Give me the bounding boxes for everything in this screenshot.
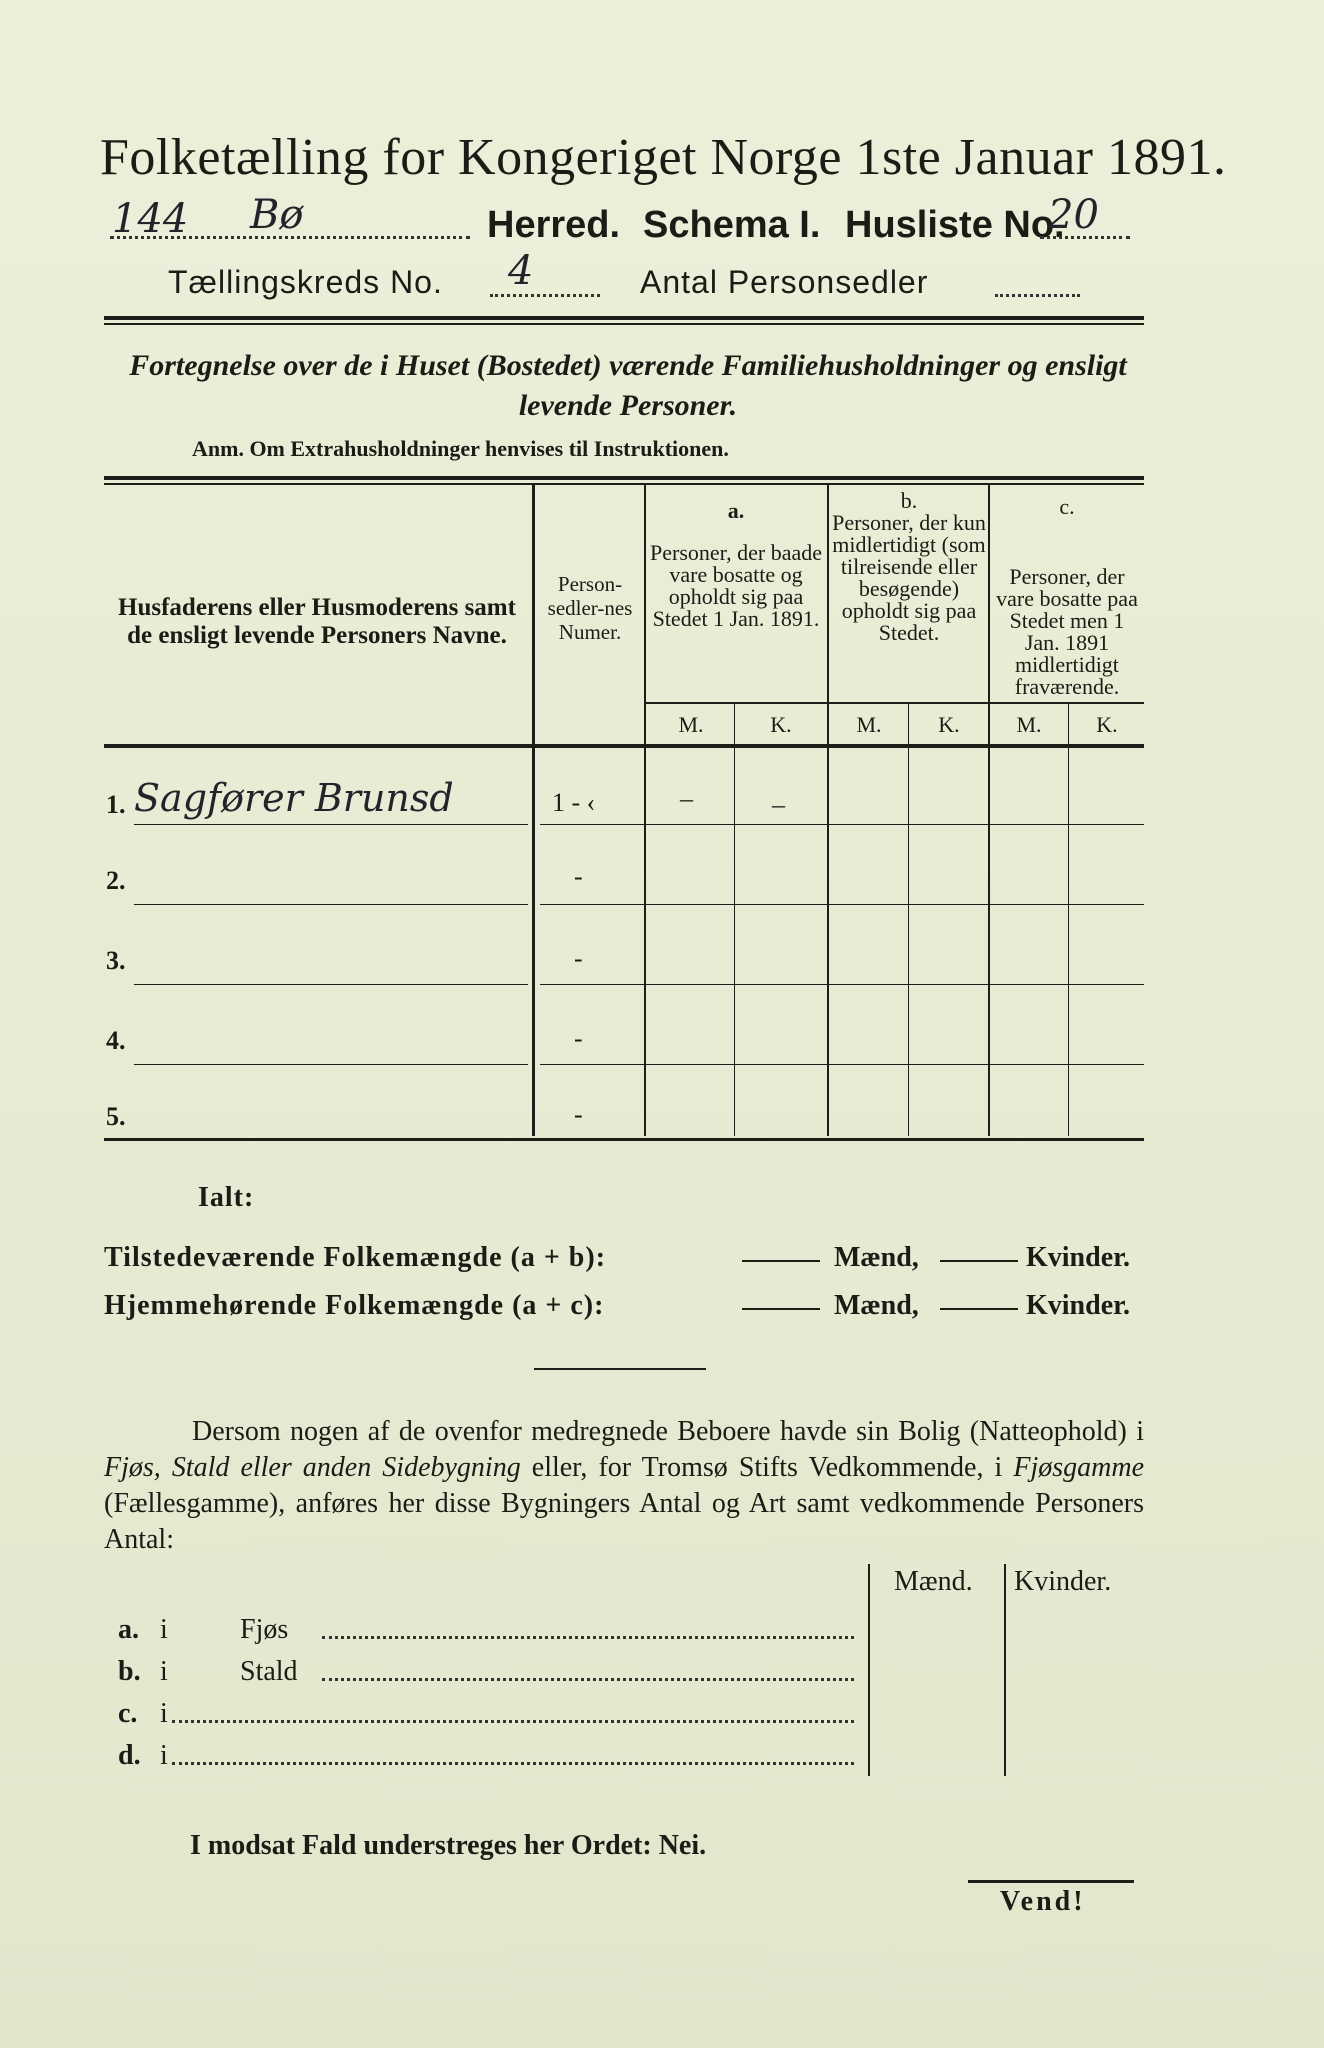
row-4-numer: - [574, 1024, 583, 1053]
tilstede-kvinder: Kvinder. [1026, 1242, 1130, 1273]
intro-heading: Fortegnelse over de i Huset (Bostedet) værende Familiehusholdninger og ensligt levende Personer. [129, 349, 1127, 422]
header-personsedler: Person-sedler-nes Numer. [547, 572, 633, 644]
husliste-label: Husliste No. [845, 204, 1065, 246]
header-rule-top [104, 316, 1144, 320]
mk-top-rule [644, 702, 1144, 704]
row-3-numer: - [574, 944, 583, 973]
item-b-dots [322, 1678, 854, 1681]
row-5-numer: - [574, 1100, 583, 1129]
item-b-label: Stald [240, 1656, 298, 1687]
row-1-name: Sagfører Brunsd [134, 776, 454, 820]
c-k-label: K. [1096, 712, 1118, 737]
husliste-dotted-line [1040, 236, 1130, 239]
row-2-numer: - [574, 862, 583, 891]
item-a-i: i [160, 1614, 168, 1645]
item-d-dots [172, 1762, 854, 1765]
item-a-letter: a. [118, 1614, 139, 1645]
table-bottom-rule [104, 1138, 1144, 1141]
item-b-i: i [160, 1656, 168, 1687]
kreds-value: 4 [508, 248, 534, 294]
buildings-sep-2 [1004, 1564, 1006, 1776]
b-m-label: M. [856, 712, 882, 737]
row-1-number: 1. [106, 790, 126, 819]
row-4-number: 4. [106, 1026, 126, 1055]
item-c-letter: c. [118, 1698, 138, 1729]
item-b-letter: b. [118, 1656, 141, 1687]
header-a-letter: a. [727, 498, 745, 523]
row-1-numer: 1 - ‹ [552, 788, 596, 817]
col-sep-a-mk [734, 704, 735, 1136]
tilstede-kvinder-blank [940, 1260, 1018, 1262]
row-1-line-right [540, 824, 1144, 825]
herred-dotted-line [110, 236, 470, 239]
a-k-label: K. [770, 712, 792, 737]
schema-label: Schema I. [643, 204, 821, 246]
row-3-number: 3. [106, 946, 126, 975]
section-divider [534, 1368, 706, 1370]
item-d-i: i [160, 1740, 168, 1771]
tilstede-maend: Mænd, [834, 1242, 919, 1273]
herred-label: Herred. [487, 204, 621, 246]
buildings-text-em2: Fjøsgamme [1013, 1452, 1144, 1483]
herred-number: 144 [112, 196, 189, 242]
header-b: Personer, der kun midlertidigt (som tilreisende eller besøgende) opholdt sig paa Stedet. [832, 510, 986, 645]
antal-dotted-line [995, 294, 1080, 297]
col-sep-b-mk [908, 704, 909, 1136]
header-rule-bottom [104, 323, 1144, 325]
header-names: Husfaderens eller Husmoderens samt de ensligt levende Personers Navne. [118, 594, 516, 649]
row-3-line-right [540, 984, 1144, 985]
hjemme-kvinder: Kvinder. [1026, 1290, 1130, 1321]
col-sep-name [532, 484, 535, 1136]
form-title: Folketælling for Kongeriget Norge 1ste Januar 1891. [100, 129, 1227, 186]
row-3-line [134, 984, 528, 985]
kreds-label: Tællingskreds No. [168, 264, 443, 300]
hjemme-label: Hjemmehørende Folkemængde (a + c): [104, 1290, 605, 1321]
buildings-kvinder-header: Kvinder. [1014, 1566, 1112, 1597]
header-a: Personer, der baade vare bosatte og opholdt sig paa Stedet 1 Jan. 1891. [650, 540, 822, 631]
b-k-label: K. [938, 712, 960, 737]
buildings-text-1: Dersom nogen af de ovenfor medregnede Beboere havde sin Bolig (Natteophold) i [192, 1416, 1144, 1447]
row-2-line [134, 904, 528, 905]
row-4-line-right [540, 1064, 1144, 1065]
table-top-rule [104, 476, 1144, 480]
row-4-line [134, 1064, 528, 1065]
buildings-text-2: eller, for Tromsø Stifts Vedkommende, i [520, 1452, 1014, 1483]
row-2-number: 2. [106, 866, 126, 895]
herred-name: Bø [250, 192, 304, 238]
hjemme-maend-blank [742, 1308, 820, 1310]
col-sep-num [644, 484, 646, 1136]
item-c-i: i [160, 1698, 168, 1729]
ialt-label: Ialt: [198, 1182, 255, 1213]
row-1-line [134, 824, 528, 825]
hjemme-maend: Mænd, [834, 1290, 919, 1321]
item-d-letter: d. [118, 1740, 141, 1771]
buildings-text-em1: Fjøs, Stald eller anden Sidebygning [104, 1452, 521, 1483]
row-5-number: 5. [106, 1102, 126, 1131]
c-m-label: M. [1016, 712, 1042, 737]
a-m-label: M. [678, 712, 704, 737]
kreds-dotted-line [490, 294, 600, 297]
item-a-label: Fjøs [240, 1614, 289, 1645]
row-1-a-k: – [772, 790, 785, 819]
col-sep-a [827, 484, 829, 1136]
hjemme-kvinder-blank [940, 1308, 1018, 1310]
antal-label: Antal Personsedler [640, 264, 929, 300]
item-a-dots [322, 1636, 854, 1639]
vend-text: Vend! [1000, 1886, 1086, 1917]
modsat-text: I modsat Fald understreges her Ordet: Nei. [190, 1830, 707, 1861]
col-sep-b [988, 484, 990, 1136]
anm-note: Anm. Om Extrahusholdninger henvises til Instruktionen. [192, 436, 729, 461]
buildings-maend-header: Mænd. [894, 1566, 973, 1597]
row-2-line-right [540, 904, 1144, 905]
header-b-letter: b. [900, 488, 918, 513]
husliste-value: 20 [1048, 192, 1099, 238]
buildings-paragraph [104, 1414, 1144, 1558]
body-top-rule [104, 744, 1144, 748]
header-c-letter: c. [1059, 494, 1075, 519]
buildings-text-3: (Fællesgamme), anføres her disse Bygningers Antal og Art samt vedkommende Personers Antal: [104, 1488, 1144, 1555]
row-1-a-m: – [680, 784, 693, 813]
tilstede-label: Tilstedeværende Folkemængde (a + b): [104, 1242, 607, 1273]
header-c: Personer, der vare bosatte paa Stedet men 1 Jan. 1891 midlertidigt fraværende. [996, 564, 1138, 699]
col-sep-c-mk [1068, 704, 1069, 1136]
vend-rule [968, 1880, 1134, 1883]
tilstede-maend-blank [742, 1260, 820, 1262]
item-c-dots [172, 1720, 854, 1723]
buildings-sep-1 [868, 1564, 870, 1776]
